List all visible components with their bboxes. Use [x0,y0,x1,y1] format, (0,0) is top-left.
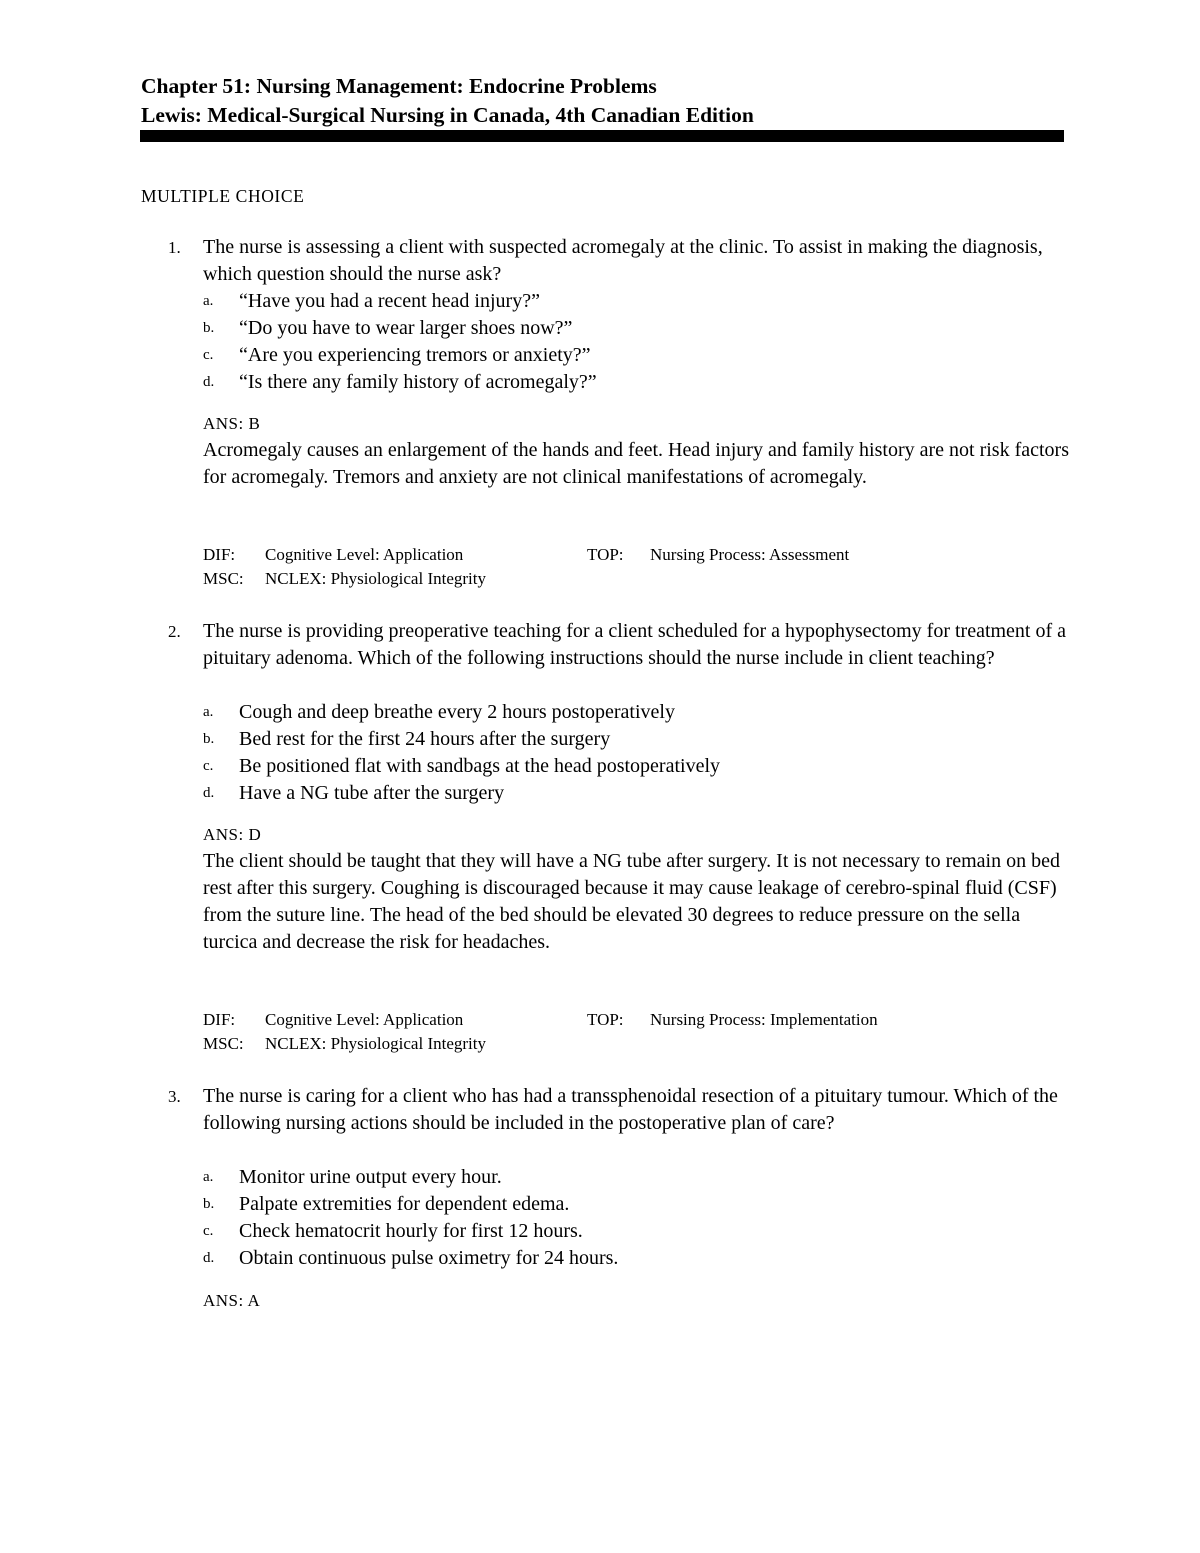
option-b [203,726,1073,753]
answer-key: ANS: A [203,1291,261,1310]
msc-value: NCLEX: Physiological Integrity [265,1034,486,1053]
option-letter: d. [203,1250,215,1266]
option-d [203,1245,1073,1272]
option-d [203,369,1073,396]
question-number: 2. [168,622,181,641]
option-letter: d. [203,374,215,390]
option-d [203,780,1073,807]
option-letter: a. [203,293,214,309]
header-rule [140,130,1064,142]
option-a [203,1164,1073,1191]
option-b [203,315,1073,342]
answer-key: ANS: B [203,414,261,433]
option-text: “Is there any family history of acromegaly?” [239,371,597,393]
answer-key: ANS: D [203,825,262,844]
book-title: Lewis: Medical-Surgical Nursing in Canada, 4th Canadian Edition [141,103,754,127]
option-letter: c. [203,347,214,363]
option-text: Monitor urine output every hour. [239,1166,502,1188]
rationale: The client should be taught that they will have a NG tube after surgery. It is not necessary to remain on bed rest after this surgery. Coughing is discouraged because it may cause leakage of cerebro-spinal fluid (CSF) from the suture line. The head of the bed should be elevated 30 degrees to reduce pressure on the sella turcica and decrease the risk for headaches. [203,850,1060,953]
dif-value: Cognitive Level: Application [265,545,464,564]
option-text: Bed rest for the first 24 hours after the surgery [239,728,611,750]
msc-label: MSC: [203,569,244,588]
option-list [203,288,1073,396]
msc-label: MSC: [203,1034,244,1053]
top-value: Nursing Process: Implementation [650,1010,878,1029]
option-letter: c. [203,1223,214,1239]
question-stem: The nurse is assessing a client with suspected acromegaly at the clinic. To assist in making the diagnosis, which question should the nurse ask? [203,236,1043,285]
option-letter: b. [203,731,215,747]
chapter-title: Chapter 51: Nursing Management: Endocrine Problems [141,74,657,98]
question-stem: The nurse is providing preoperative teaching for a client scheduled for a hypophysectomy for treatment of a pituitary adenoma. Which of the following instructions should the nurse include in client teaching? [203,620,1067,669]
option-list [203,699,1073,807]
option-a [203,288,1073,315]
option-letter: d. [203,785,215,801]
dif-label: DIF: [203,545,236,564]
question-stem: The nurse is caring for a client who has had a transsphenoidal resection of a pituitary tumour. Which of the following nursing actions should be included in the postoperative plan of care? [203,1085,1058,1134]
question-number: 1. [168,238,181,257]
option-text: “Are you experiencing tremors or anxiety?” [239,344,591,366]
option-letter: b. [203,320,215,336]
question-number: 3. [168,1087,181,1106]
option-c [203,1218,1073,1245]
option-c [203,342,1073,369]
option-list [203,1164,1073,1272]
option-text: Be positioned flat with sandbags at the head postoperatively [239,755,720,777]
top-label: TOP: [587,1010,624,1029]
option-text: “Have you had a recent head injury?” [239,290,540,312]
question-metadata [203,543,1073,591]
rationale: Acromegaly causes an enlargement of the hands and feet. Head injury and family history are not risk factors for acromegaly. Tremors and anxiety are not clinical manifestations of acromegaly. [203,439,1069,488]
option-text: “Do you have to wear larger shoes now?” [239,317,573,339]
option-text: Cough and deep breathe every 2 hours postoperatively [239,701,675,723]
option-letter: b. [203,1196,215,1212]
option-text: Obtain continuous pulse oximetry for 24 hours. [239,1247,619,1269]
dif-value: Cognitive Level: Application [265,1010,464,1029]
option-b [203,1191,1073,1218]
question-metadata [203,1008,1073,1056]
option-letter: a. [203,704,214,720]
dif-label: DIF: [203,1010,236,1029]
top-label: TOP: [587,545,624,564]
option-letter: c. [203,758,214,774]
top-value: Nursing Process: Assessment [650,545,850,564]
section-title: MULTIPLE CHOICE [141,186,305,206]
option-a [203,699,1073,726]
option-c [203,753,1073,780]
option-letter: a. [203,1169,214,1185]
option-text: Have a NG tube after the surgery [239,782,505,804]
option-text: Palpate extremities for dependent edema. [239,1193,570,1215]
option-text: Check hematocrit hourly for first 12 hours. [239,1220,583,1242]
msc-value: NCLEX: Physiological Integrity [265,569,486,588]
